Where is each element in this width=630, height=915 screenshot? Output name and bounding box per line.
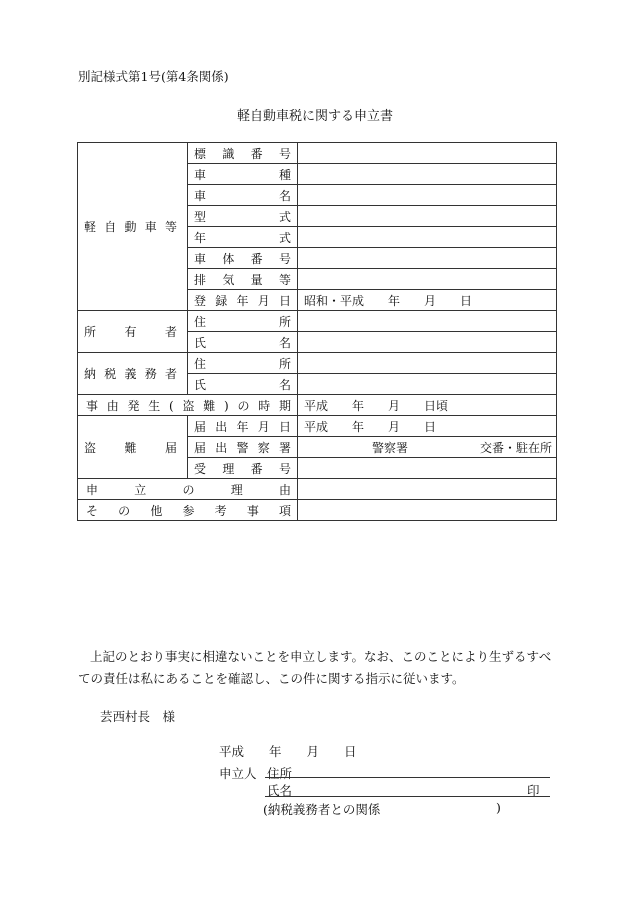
field-label: 氏名 [188, 332, 298, 353]
field-label: 車名 [188, 185, 298, 206]
field-label: 標識番号 [188, 143, 298, 164]
model-year-field[interactable] [298, 227, 557, 248]
table-row [78, 311, 557, 332]
reason-label: 申立の理由 [78, 479, 298, 500]
field-label: 届出警察署 [188, 437, 298, 458]
registration-date-field[interactable]: 昭和・平成 年 月 日 [298, 290, 557, 311]
displacement-field[interactable] [298, 269, 557, 290]
field-label: 登録年月日 [188, 290, 298, 311]
vehicle-name-field[interactable] [298, 185, 557, 206]
taxpayer-address-field[interactable] [298, 353, 557, 374]
owner-name-field[interactable] [298, 332, 557, 353]
address-line[interactable] [265, 777, 550, 778]
theft-time-field[interactable]: 平成 年 月 日頃 [298, 395, 557, 416]
field-label: 住所 [188, 311, 298, 332]
police-box-suffix: 交番・駐在所 [479, 440, 552, 455]
police-station-suffix: 警察署 [372, 440, 409, 455]
report-date-field[interactable]: 平成 年 月 日 [298, 416, 557, 437]
relation-close: ) [496, 800, 501, 815]
field-label: 届出年月日 [188, 416, 298, 437]
receipt-number-field[interactable] [298, 458, 557, 479]
seal-mark: 印 [527, 783, 540, 798]
address-label: 住所 [267, 766, 293, 781]
plate-number-field[interactable] [298, 143, 557, 164]
field-label: 年式 [188, 227, 298, 248]
owner-group-label: 所有者 [78, 311, 188, 353]
relation-label[interactable]: (納税義務者との関係 [263, 802, 381, 817]
field-label: 氏名 [188, 374, 298, 395]
taxpayer-name-field[interactable] [298, 374, 557, 395]
field-label: 受理番号 [188, 458, 298, 479]
vehicle-group-label: 軽自動車等 [78, 143, 188, 311]
declaration-text: 上記のとおり事実に相違ないことを申立します。なお、このことにより生ずるすべての責任は私にあることを確認し、この件に関する指示に従います。 [78, 649, 552, 686]
other-notes-label: その他参考事項 [78, 500, 298, 521]
form-reference: 別記様式第1号(第4条関係) [78, 69, 229, 84]
table-row [78, 143, 557, 164]
table-row [78, 500, 557, 521]
field-label: 車種 [188, 164, 298, 185]
theft-report-group-label: 盗難届 [78, 416, 188, 479]
table-row [78, 395, 557, 416]
table-row [78, 353, 557, 374]
police-station-field[interactable] [298, 437, 557, 458]
other-notes-field[interactable] [298, 500, 557, 521]
recipient: 芸西村長 様 [100, 709, 176, 724]
field-label: 型式 [188, 206, 298, 227]
field-label: 車体番号 [188, 248, 298, 269]
reason-field[interactable] [298, 479, 557, 500]
model-field[interactable] [298, 206, 557, 227]
field-label: 排気量等 [188, 269, 298, 290]
field-label: 住所 [188, 353, 298, 374]
table-row [78, 479, 557, 500]
chassis-number-field[interactable] [298, 248, 557, 269]
theft-time-label: 事由発生(盗難)の時期 [78, 395, 298, 416]
document-title: 軽自動車税に関する申立書 [236, 109, 393, 124]
owner-address-field[interactable] [298, 311, 557, 332]
name-label: 氏名 [267, 783, 293, 798]
signature-date[interactable]: 平成 年 月 日 [219, 744, 357, 759]
vehicle-type-field[interactable] [298, 164, 557, 185]
application-form-table [77, 142, 557, 521]
table-row [78, 416, 557, 437]
applicant-label: 申立人 [219, 766, 257, 781]
taxpayer-group-label: 納税義務者 [78, 353, 188, 395]
name-line[interactable] [265, 796, 550, 797]
